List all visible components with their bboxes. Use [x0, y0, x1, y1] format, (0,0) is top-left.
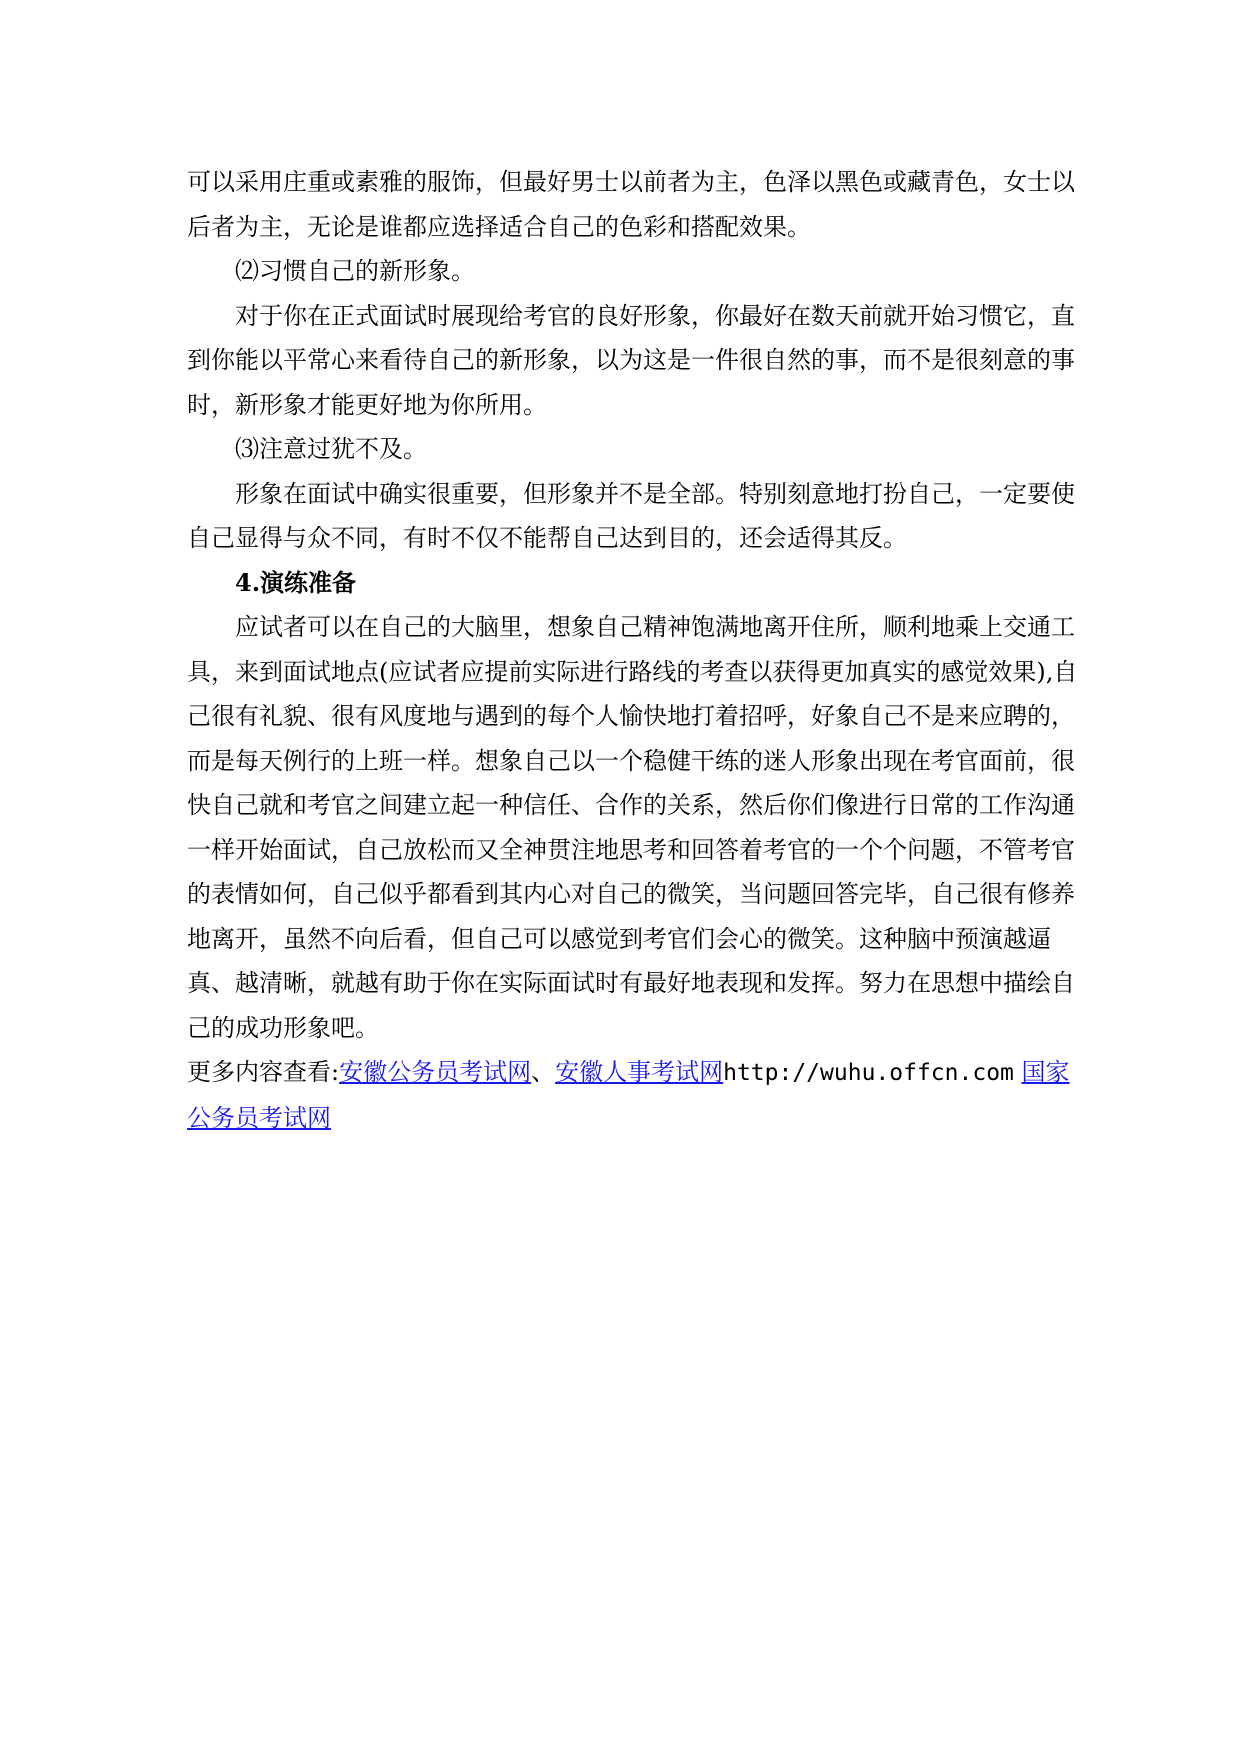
link-anhui-personnel-exam[interactable]: 安徽人事考试网 — [555, 1058, 724, 1086]
paragraph-attire: 可以采用庄重或素雅的服饰，但最好男士以前者为主，色泽以黑色或藏青色，女士以后者为主，无论是谁都应选择适合自己的色彩和搭配效果。 — [187, 168, 1075, 241]
document-body — [187, 160, 1083, 1140]
more-content-line — [187, 1050, 1083, 1140]
paragraph-moderation: 形象在面试中确实很重要，但形象并不是全部。特别刻意地打扮自己，一定要使自己显得与众不同，有时不仅不能帮自己达到目的，还会适得其反。 — [187, 479, 1075, 552]
paragraph-new-image: 对于你在正式面试时展现给考官的良好形象，你最好在数天前就开始习惯它，直到你能以平常心来看待自己的新形象，以为这是一件很自然的事，而不是很刻意的事时，新形象才能更好地为你所用。 — [187, 301, 1075, 419]
subheading-new-image: ⑵习惯自己的新形象。 — [235, 257, 475, 285]
link-separator: 、 — [531, 1058, 556, 1086]
subheading-moderation: ⑶注意过犹不及。 — [235, 435, 427, 463]
more-prefix: 更多内容查看: — [187, 1058, 340, 1086]
paragraph-rehearsal: 应试者可以在自己的大脑里，想象自己精神饱满地离开住所，顺利地乘上交通工具，来到面试地点(应试者应提前实际进行路线的考查以获得更加真实的感觉效果),自己很有礼貌、很有风度地与遇到的每个人愉快地打着招呼，好象自己不是来应聘的，而是每天例行的上班一样。想象自己以一个稳健干练的迷人形象出现在考官面前，很快自己就和考官之间建立起一种信任、合作的关系，然后你们像进行日常的工作沟通一样开始面试，自己放松而又全神贯注地思考和回答着考官的一个个问题，不管考官的表情如何，自己似乎都看到其内心对自己的微笑，当问题回答完毕，自己很有修养地离开，虽然不向后看，但自己可以感觉到考官们会心的微笑。这种脑中预演越逼真、越清晰，就越有助于你在实际面试时有最好地表现和发挥。努力在思想中描绘自己的成功形象吧。 — [187, 613, 1078, 1042]
link-anhui-civil-service-exam[interactable]: 安徽公务员考试网 — [339, 1058, 532, 1086]
link-national-civil-service-exam[interactable]: 国家公务员考试网 — [187, 1058, 1070, 1132]
site-url: http://wuhu.offcn.com — [723, 1060, 1014, 1086]
section-heading-rehearsal: 4.演练准备 — [235, 567, 357, 597]
